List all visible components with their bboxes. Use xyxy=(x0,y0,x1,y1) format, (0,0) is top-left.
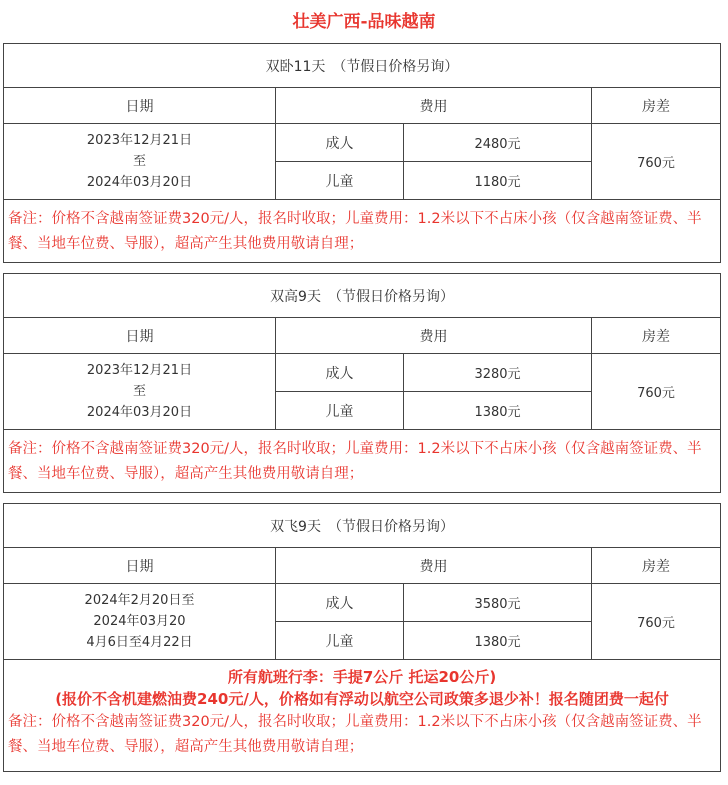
room-diff-value: 760元 xyxy=(592,354,721,430)
date-line: 至 xyxy=(132,384,146,399)
date-range xyxy=(4,124,276,200)
header-fee: 费用 xyxy=(276,548,592,584)
header-room-diff: 房差 xyxy=(592,548,721,584)
date-range xyxy=(4,354,276,430)
date-line: 4月6日至4月22日 xyxy=(86,635,193,650)
child-label: 儿童 xyxy=(276,162,404,200)
table-title: 双高9天 （节假日价格另询） xyxy=(4,274,721,318)
header-date: 日期 xyxy=(4,548,276,584)
header-fee: 费用 xyxy=(276,88,592,124)
date-line: 2023年12月21日 xyxy=(86,133,193,148)
header-date: 日期 xyxy=(4,88,276,124)
fuel-fee-notice: (报价不含机建燃油费240元/人，价格如有浮动以航空公司政策多退少补！报名随团费一起付 xyxy=(55,690,669,708)
room-diff-value: 760元 xyxy=(592,584,721,660)
page-title: 壮美广西-品味越南 xyxy=(292,12,436,32)
child-label: 儿童 xyxy=(276,392,404,430)
note: 备注：价格不含越南签证费320元/人，报名时收取；儿童费用：1.2米以下不占床小孩（仅含越南签证费、半餐、当地车位费、导服），超高产生其他费用敬请自理； xyxy=(4,430,721,493)
adult-label: 成人 xyxy=(276,124,404,162)
date-line: 2024年03月20 xyxy=(93,614,186,629)
child-price: 1180元 xyxy=(404,162,592,200)
child-price: 1380元 xyxy=(404,622,592,660)
adult-label: 成人 xyxy=(276,354,404,392)
date-line: 2023年12月21日 xyxy=(86,363,193,378)
price-table-soft-sleeper-9-days xyxy=(3,273,721,493)
note: 备注：价格不含越南签证费320元/人，报名时收取；儿童费用：1.2米以下不占床小孩（仅含越南签证费、半餐、当地车位费、导服），超高产生其他费用敬请自理； xyxy=(4,200,721,263)
adult-price: 2480元 xyxy=(404,124,592,162)
room-diff-value: 760元 xyxy=(592,124,721,200)
flight-notice xyxy=(4,660,721,772)
header-fee: 费用 xyxy=(276,318,592,354)
table-title: 双卧11天 （节假日价格另询） xyxy=(4,44,721,88)
price-table-sleeper-11-days xyxy=(3,43,721,263)
price-table-flight-9-days xyxy=(3,503,721,772)
header-date: 日期 xyxy=(4,318,276,354)
header-room-diff: 房差 xyxy=(592,318,721,354)
luggage-notice: 所有航班行李：手提7公斤 托运20公斤) xyxy=(227,668,497,686)
child-price: 1380元 xyxy=(404,392,592,430)
table-title: 双飞9天 （节假日价格另询） xyxy=(4,504,721,548)
note: 备注：价格不含越南签证费320元/人，报名时收取；儿童费用：1.2米以下不占床小孩（仅含越南签证费、半餐、当地车位费、导服），超高产生其他费用敬请自理； xyxy=(8,714,702,755)
adult-price: 3280元 xyxy=(404,354,592,392)
child-label: 儿童 xyxy=(276,622,404,660)
date-line: 2024年03月20日 xyxy=(86,175,193,190)
adult-price: 3580元 xyxy=(404,584,592,622)
date-line: 2024年2月20日至 xyxy=(84,593,195,608)
header-room-diff: 房差 xyxy=(592,88,721,124)
adult-label: 成人 xyxy=(276,584,404,622)
date-line: 2024年03月20日 xyxy=(86,405,193,420)
date-range xyxy=(4,584,276,660)
date-line: 至 xyxy=(132,154,146,169)
